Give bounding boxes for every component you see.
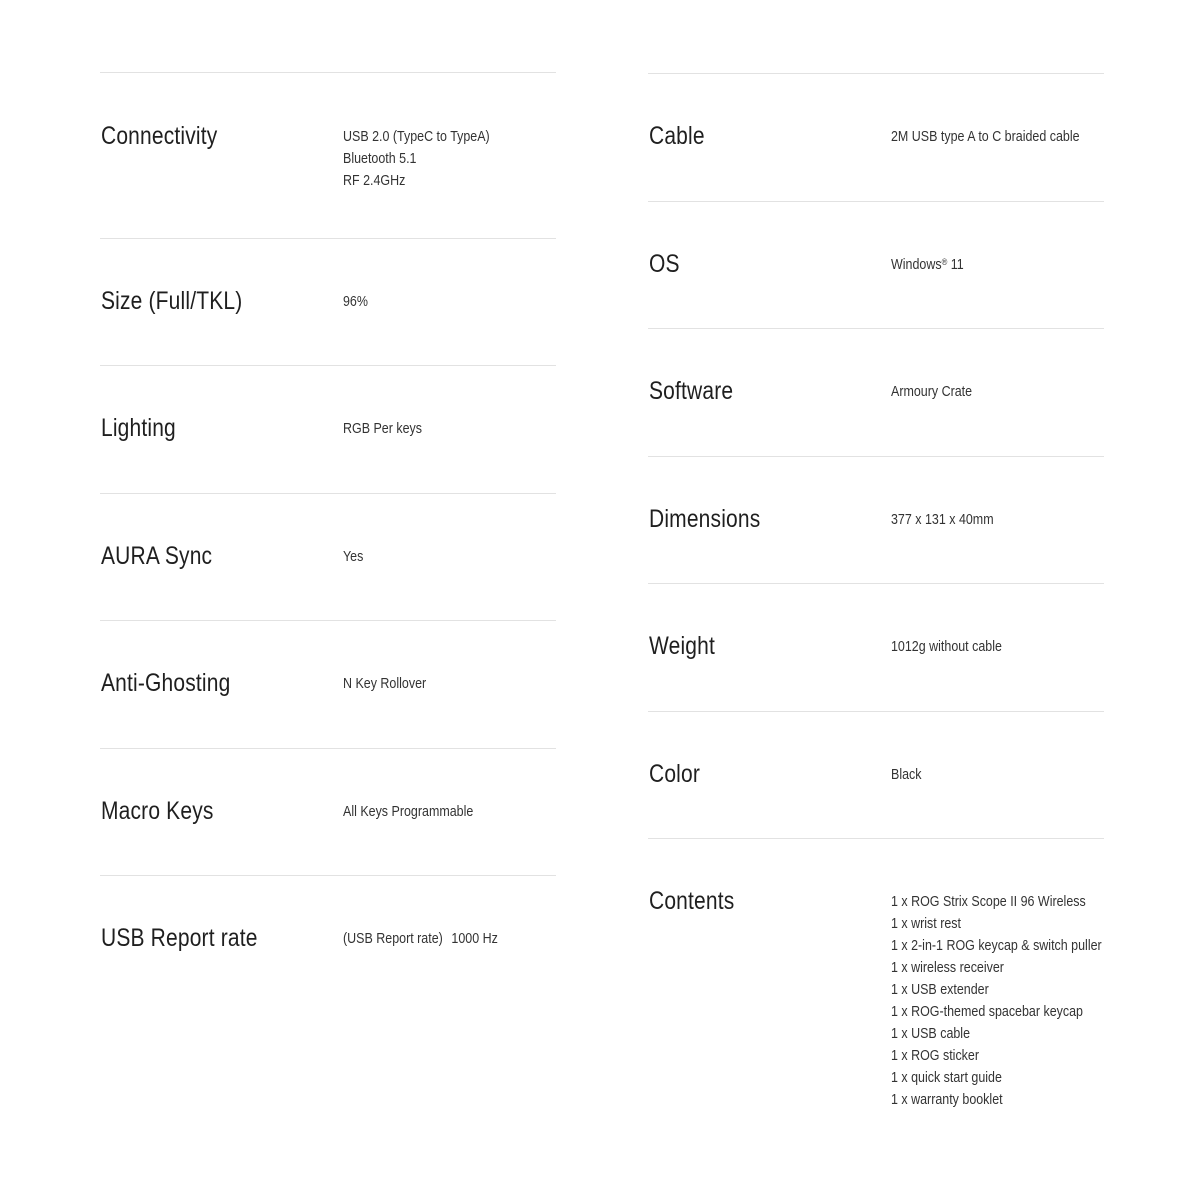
spec-row-weight <box>648 584 1104 712</box>
spec-row-color <box>648 712 1104 839</box>
contents-item: 1 x quick start guide <box>891 1070 1002 1086</box>
spec-value-line: 1012g without cable <box>891 639 1002 655</box>
spec-row-cable <box>648 74 1104 202</box>
spec-value-line: N Key Rollover <box>343 676 427 692</box>
spec-label: Contents <box>649 887 735 915</box>
spec-label: Weight <box>649 632 715 660</box>
spec-row-lighting <box>100 366 556 494</box>
spec-value <box>343 418 422 440</box>
spec-label: Color <box>649 760 701 788</box>
spec-value <box>343 126 490 192</box>
spec-label: Connectivity <box>101 122 218 150</box>
spec-value-line: Bluetooth 5.1 <box>343 151 417 167</box>
spec-label: Software <box>649 377 734 405</box>
spec-label: Dimensions <box>649 505 761 533</box>
spec-label: Size (Full/TKL) <box>101 287 243 315</box>
spec-row-connectivity <box>100 73 556 239</box>
spec-table-left <box>100 72 556 1004</box>
spec-row-usb-report-rate <box>100 876 556 1004</box>
spec-value-line: 2M USB type A to C braided cable <box>891 129 1080 145</box>
spec-label: Cable <box>649 122 705 150</box>
contents-item: 1 x 2-in-1 ROG keycap & switch puller <box>891 938 1102 954</box>
spec-table-right <box>648 73 1104 1129</box>
spec-value <box>891 126 1080 148</box>
spec-value-line: 377 x 131 x 40mm <box>891 512 994 528</box>
spec-value <box>343 801 473 823</box>
spec-value <box>891 381 972 403</box>
spec-row-size <box>100 239 556 366</box>
spec-value-line: Yes <box>343 549 364 565</box>
contents-item: 1 x USB extender <box>891 982 989 998</box>
spec-value-line: All Keys Programmable <box>343 804 474 820</box>
spec-label: AURA Sync <box>101 542 213 570</box>
contents-item: 1 x USB cable <box>891 1026 971 1042</box>
spec-value <box>343 291 368 313</box>
spec-value <box>891 636 1002 658</box>
spec-value-prefix: (USB Report rate) <box>343 931 443 947</box>
spec-label: Macro Keys <box>101 797 214 825</box>
spec-value <box>891 509 994 531</box>
spec-label: OS <box>649 250 680 278</box>
spec-value-line: RF 2.4GHz <box>343 173 406 189</box>
spec-value-line: Armoury Crate <box>891 384 973 400</box>
spec-value <box>891 254 964 276</box>
spec-row-aura-sync <box>100 494 556 621</box>
spec-value-main: 1000 Hz <box>451 931 498 947</box>
spec-row-anti-ghosting <box>100 621 556 749</box>
spec-value-line: Black <box>891 767 922 783</box>
contents-item: 1 x warranty booklet <box>891 1092 1003 1108</box>
registered-mark: ® <box>941 257 948 267</box>
contents-item: 1 x ROG-themed spacebar keycap <box>891 1004 1083 1020</box>
spec-row-contents <box>648 839 1104 1129</box>
spec-value <box>343 928 498 950</box>
contents-item: 1 x ROG Strix Scope II 96 Wireless <box>891 894 1086 910</box>
spec-row-os <box>648 202 1104 329</box>
spec-value-line: RGB Per keys <box>343 421 422 437</box>
spec-row-dimensions <box>648 457 1104 584</box>
contents-item: 1 x wireless receiver <box>891 960 1004 976</box>
spec-value <box>891 891 1102 1111</box>
spec-label: USB Report rate <box>101 924 258 952</box>
spec-value <box>891 764 922 786</box>
spec-value-prefix: Windows <box>891 257 942 273</box>
contents-item: 1 x wrist rest <box>891 916 961 932</box>
spec-value-line: 96% <box>343 294 368 310</box>
spec-label: Lighting <box>101 414 176 442</box>
spec-value-line: USB 2.0 (TypeC to TypeA) <box>343 129 490 145</box>
spec-row-software <box>648 329 1104 457</box>
spec-value <box>343 673 426 695</box>
contents-item: 1 x ROG sticker <box>891 1048 980 1064</box>
spec-label: Anti-Ghosting <box>101 669 231 697</box>
spec-value-suffix: 11 <box>947 257 964 273</box>
spec-row-macro-keys <box>100 749 556 876</box>
spec-value <box>343 546 363 568</box>
